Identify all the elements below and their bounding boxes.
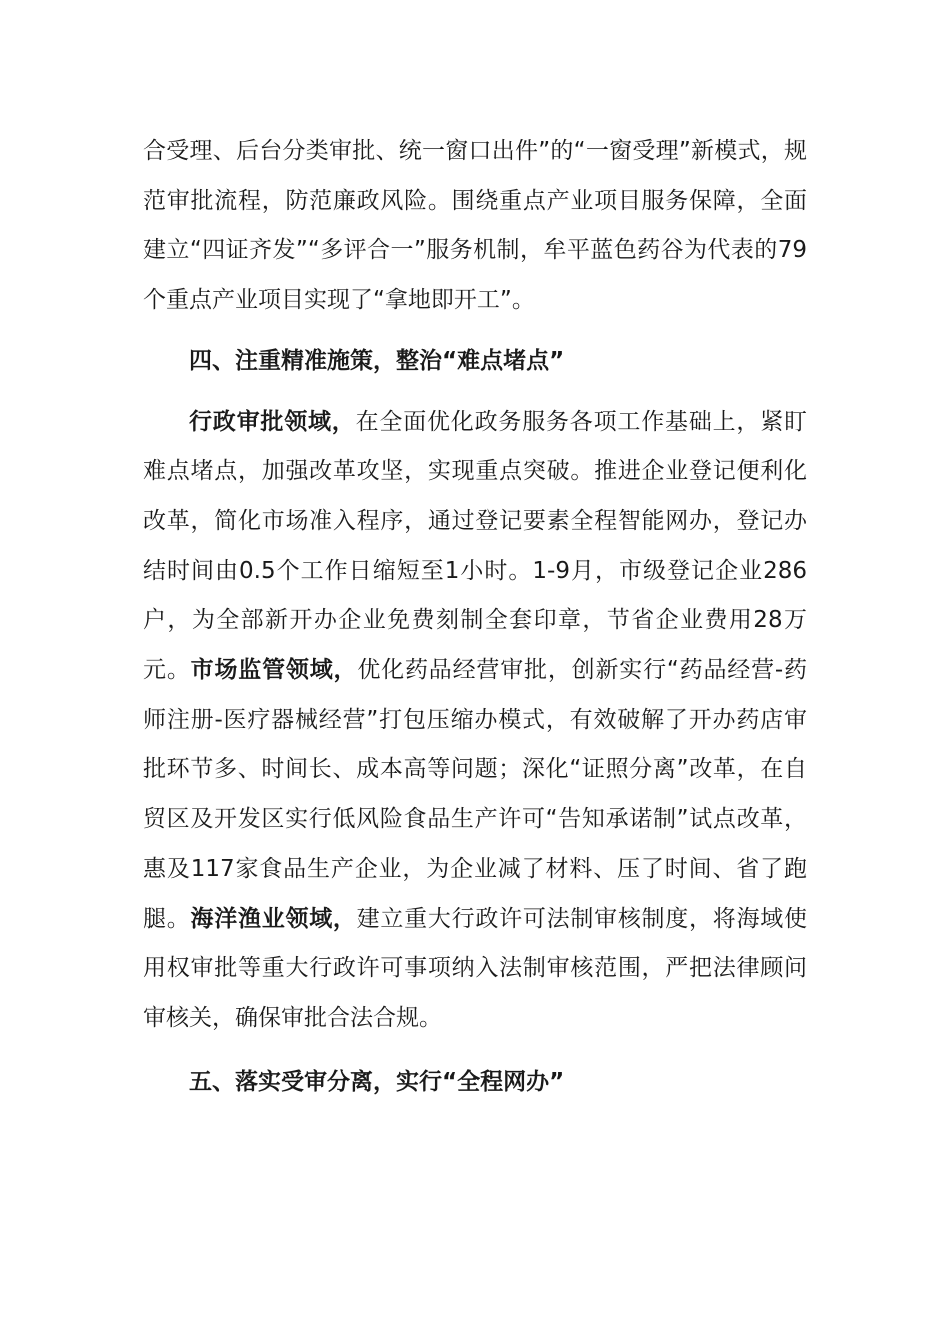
section-heading-4: 四、注重精准施策，整治“难点堵点”: [189, 347, 565, 374]
document-body: [143, 127, 807, 1107]
paragraph-text: 优化药品经营审批，创新实行“药品经营-药师注册-医疗器械经营”打包压缩办模式，有效破解了开办药店审批环节多、时间长、成本高等问题；深化“证照分离”改革，在自贸区及开发区实行低风险食品生产许可“告知承诺制”试点改革，惠及117家食品生产企业，为企业减了材料、压了时间、省了跑腿。: [143, 657, 808, 932]
lead-administrative-approval: 行政审批领域，: [189, 408, 356, 435]
paragraph-text: 合受理、后台分类审批、统一窗口出件”的“一窗受理”新模式，规范审批流程，防范廉政风险。围绕重点产业项目服务保障，全面建立“四证齐发”“多评合一”服务机制，牟平蓝色药谷为代表的79个重点产业项目实现了“拿地即开工”。: [143, 138, 807, 314]
lead-marine-fishery: 海洋渔业领域，: [190, 905, 357, 932]
paragraph-one-window-acceptance: [143, 127, 807, 326]
paragraph-text: 在全面优化政务服务各项工作基础上，紧盯难点堵点，加强改革攻坚，实现重点突破。推进企业登记便利化改革，简化市场准入程序，通过登记要素全程智能网办，登记办结时间由0.5个工作日缩短至1小时。1-9月，市级登记企业286户，为全部新开办企业免费刻制全套印章，节省企业费用28万元。: [143, 408, 808, 684]
lead-market-supervision: 市场监管领域，: [190, 657, 358, 684]
section-heading-5: 五、落实受审分离，实行“全程网办”: [189, 1068, 565, 1095]
paragraph-precise-policies: [143, 398, 807, 1044]
paragraph-text: 建立重大行政许可法制审核制度，将海域使用权审批等重大行政许可事项纳入法制审核范围，严把法律顾问审核关，确保审批合法合规。: [143, 905, 808, 1031]
